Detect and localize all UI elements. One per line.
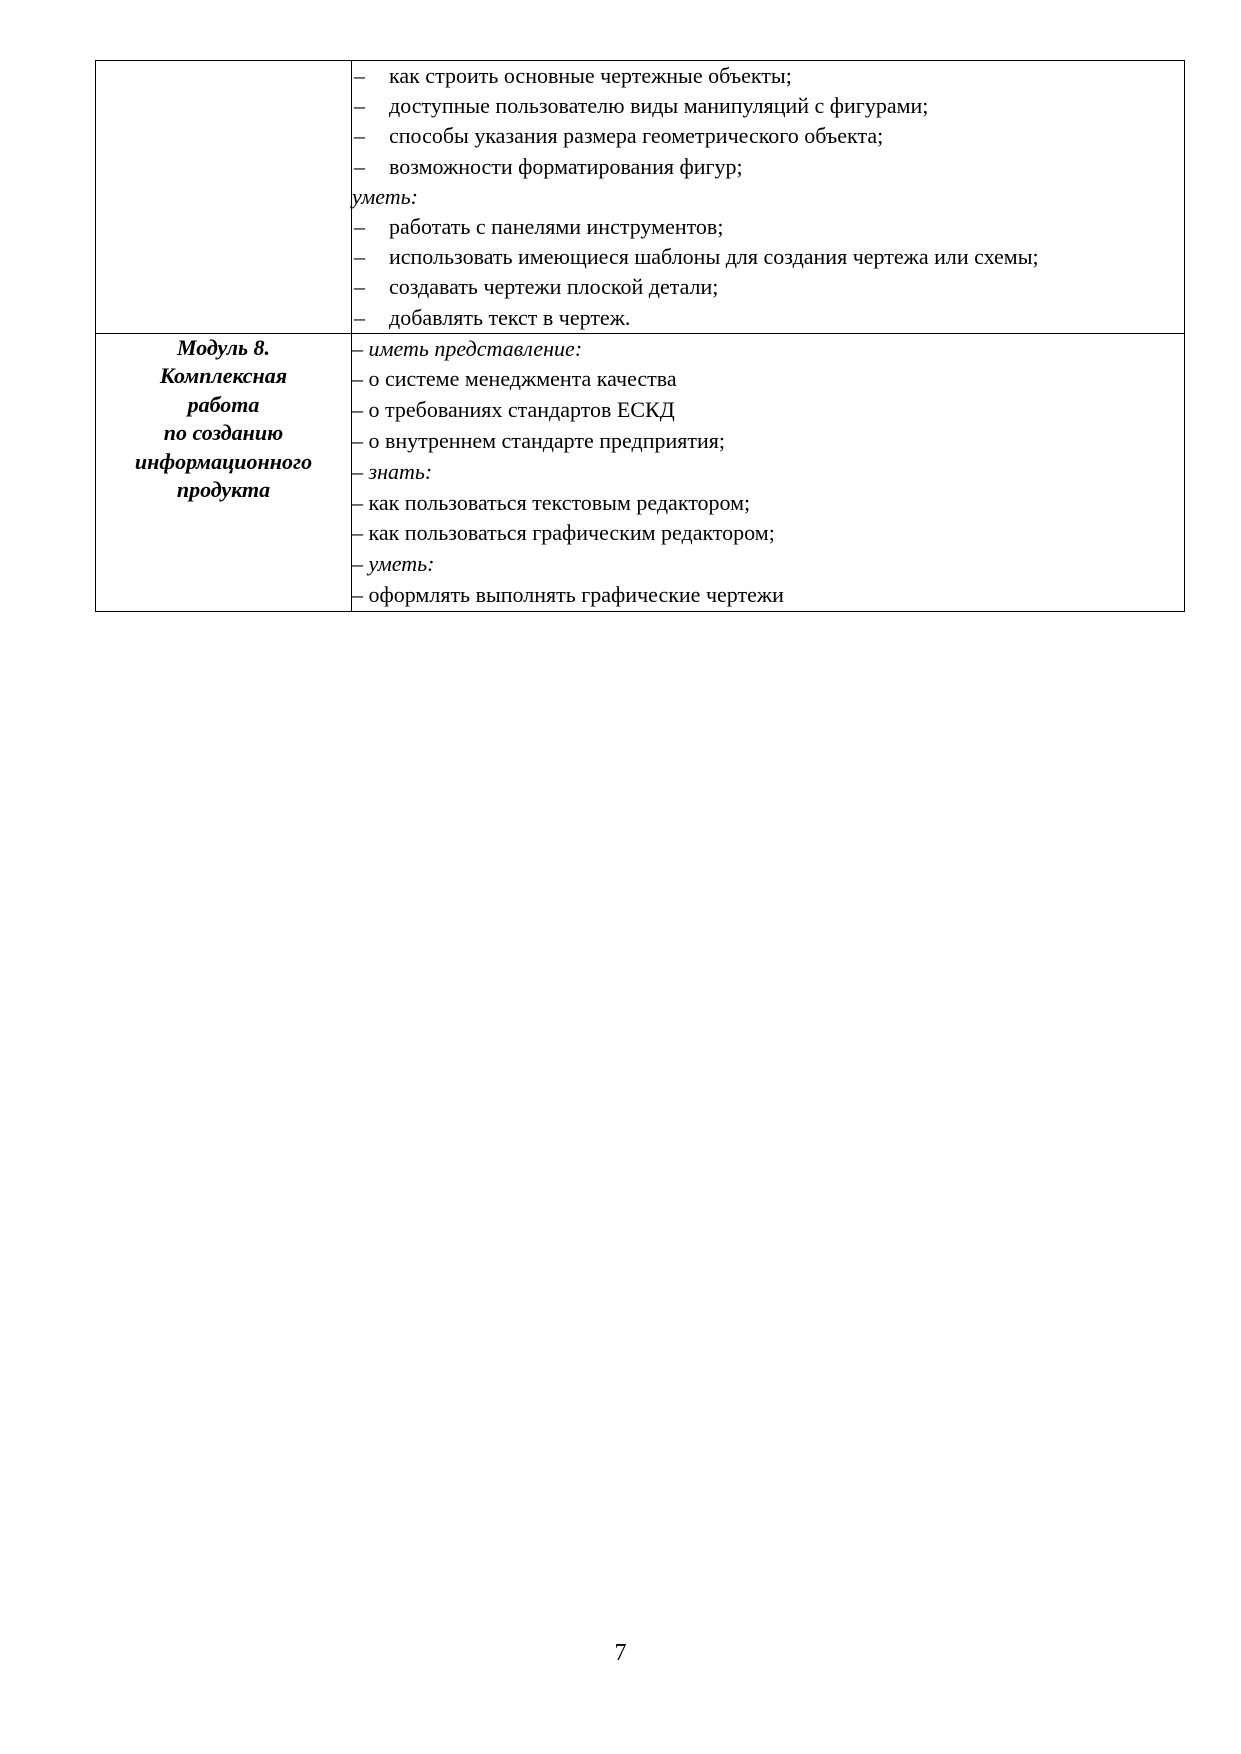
module-cell-empty <box>96 61 352 334</box>
dash-marker: – <box>354 153 365 179</box>
list-item: – как пользоваться графическим редактором; <box>352 520 775 546</box>
curriculum-table <box>95 60 1185 612</box>
item-text: как строить основные чертежные объекты; <box>389 63 792 88</box>
list-item: – как пользоваться текстовым редактором; <box>352 489 751 515</box>
dash-marker: – <box>354 123 365 149</box>
list-item <box>352 61 1184 91</box>
list-item <box>352 242 1184 272</box>
section-heading: уметь: <box>352 183 418 209</box>
page-number: 7 <box>614 1640 627 1666</box>
list-item: – о требованиях стандартов ЕСКД <box>352 397 675 423</box>
module-title-line: Комплексная <box>159 363 288 389</box>
section-heading: – знать: <box>352 458 433 484</box>
dash-marker: – <box>354 304 365 330</box>
table-row <box>96 61 1185 334</box>
item-text: возможности форматирования фигур; <box>389 153 743 179</box>
dash-marker: – <box>354 244 365 270</box>
module-title-line: Модуль 8. <box>176 334 271 360</box>
section-heading: – иметь представление: <box>352 335 583 361</box>
list-item <box>352 152 1184 182</box>
module-title-cell <box>96 333 352 611</box>
list-item <box>352 303 1184 333</box>
list-item <box>352 91 1184 121</box>
module-title-line: работа <box>187 391 260 417</box>
competency-cell <box>352 333 1185 611</box>
item-text: использовать имеющиеся шаблоны для создания чертежа или схемы; <box>389 244 1039 270</box>
list-item: – оформлять выполнять графические чертежи <box>352 582 784 608</box>
item-text: создавать чертежи плоской детали; <box>389 274 719 300</box>
list-item <box>352 121 1184 151</box>
item-text: доступные пользователю виды манипуляций с фигурами; <box>389 93 929 119</box>
dash-marker: – <box>354 213 365 239</box>
list-item: – о системе менеджмента качества <box>352 366 677 392</box>
module-title-line: продукта <box>176 477 271 503</box>
module-title-line: по созданию <box>163 420 284 446</box>
module-title-line: информационного <box>134 448 313 474</box>
item-text: добавлять текст в чертеж. <box>389 304 631 330</box>
section-heading: – уметь: <box>352 551 435 577</box>
dash-marker: – <box>354 93 365 119</box>
dash-marker: – <box>354 63 365 88</box>
list-item <box>352 212 1184 242</box>
dash-marker: – <box>354 274 365 300</box>
list-item: – о внутреннем стандарте предприятия; <box>352 428 726 454</box>
item-text: работать с панелями инструментов; <box>389 213 724 239</box>
list-item <box>352 272 1184 302</box>
table-row <box>96 333 1185 611</box>
competency-cell <box>352 61 1185 334</box>
item-text: способы указания размера геометрического объекта; <box>389 123 884 149</box>
